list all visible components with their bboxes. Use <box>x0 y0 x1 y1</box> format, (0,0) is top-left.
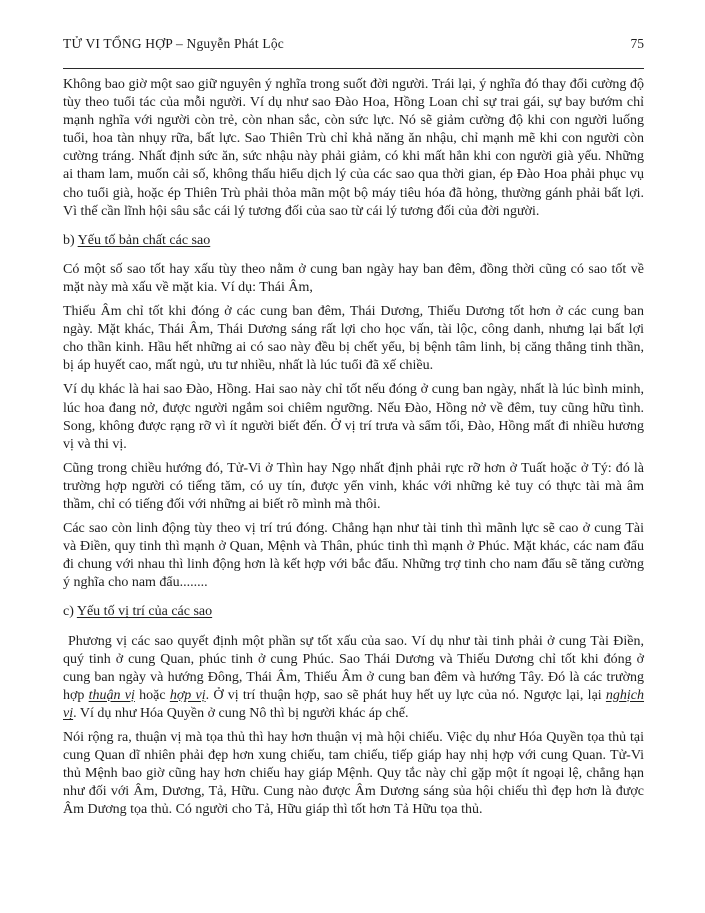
text-run: hoặc <box>134 687 170 703</box>
emphasized-term: hợp vị <box>169 687 206 703</box>
text-run: . Ở vị trí thuận hợp, sao sẽ phát huy hết uy lực của nó. Ngược lại, lại <box>205 687 606 703</box>
paragraph <box>63 261 644 297</box>
heading-prefix: c) <box>63 604 77 620</box>
text-run: . Ví dụ như Hóa Quyền ở cung Nô thì bị người khác áp chế. <box>73 705 409 721</box>
running-title: TỬ VI TỔNG HỢP – Nguyễn Phát Lộc <box>63 36 284 51</box>
text-run: Cũng trong chiều hướng đó, Tử-Vi ở Thìn hay Ngọ nhất định phải rực rỡ hơn ở Tuất hoặc ở Tý: đó là trường hợp người có tiếng tăm, có uy tín, được yển vinh, khác với những kẻ tuy có thực tài mà âm thầm, chỉ có tiếng đối với những ai biết rõ mình mà thôi. <box>63 460 644 512</box>
page-header <box>63 36 644 52</box>
heading-prefix: b) <box>63 232 78 248</box>
text-run: Không bao giờ một sao giữ nguyên ý nghĩa trong suốt đời người. Trái lại, ý nghĩa đó thay đổi cường độ tùy theo tuổi tác của mỗi người. Ví dụ như sao Đào Hoa, Hồng Loan chỉ sự trai gái, sự bay bướm chỉ mạnh nghĩa với người còn trẻ, còn nhan sắc, còn sức lực. Nó sẽ giảm cường độ khi con người luống tuổi, hoa tàn nhụy rữa, bất lực. Sao Thiên Trù chỉ khả năng ăn nhậu, chỉ mạnh mẽ khi con người còn cường tráng. Nhất định sức ăn, sức nhậu này phải giảm, có khi mất hẳn khi con người già yếu. Những ai tham lam, muốn cải số, không thấu hiểu dịch lý của các sao qua thời gian, ép Đào Hoa phải phục vụ cho tuổi già, hoặc ép Thiên Trù phải thỏa mãn một bộ máy tiêu hóa đã hỏng, thường gánh phải bất lợi. Vì thế cần lĩnh hội sâu sắc cái lý tương đối của sao từ cái lý tương đối của đời người. <box>63 77 644 219</box>
paragraph <box>63 76 644 221</box>
page-body <box>63 76 644 819</box>
text-run: Nói rộng ra, thuận vị mà tọa thủ thì hay hơn thuận vị mà hội chiếu. Việc dụ như Hóa Quyền tọa thủ tại cung Quan dĩ nhiên phải đẹp hơn xung chiếu, tam chiếu, tiếp giáp hay nhị hợp với cung Quan. Tử-Vi thủ Mệnh bao giờ cũng hay hơn chiếu hay giáp Mệnh. Quy tắc này chỉ gặp một ít ngoại lệ, chẳng hạn như đối với Âm, Dương, Tả, Hữu. Cung nào được Âm Dương sáng sủa hội chiếu thì đẹp hơn là được Âm Dương tọa thủ. Có người cho Tả, Hữu giáp thì tốt hơn Tả Hữu tọa thủ. <box>63 730 644 818</box>
paragraph <box>63 520 644 592</box>
paragraph <box>63 381 644 453</box>
header-rule <box>63 68 644 69</box>
section-heading <box>63 232 644 250</box>
paragraph <box>63 729 644 819</box>
page-number: 75 <box>630 36 644 51</box>
heading-title: Yếu tố bản chất các sao <box>77 232 211 248</box>
heading-title: Yếu tố vị trí của các sao <box>76 604 213 620</box>
paragraph <box>63 633 644 723</box>
text-run: Ví dụ khác là hai sao Đào, Hồng. Hai sao này chỉ tốt nếu đóng ở cung ban ngày, nhất là lúc bình minh, lúc hoa đang nở, được người ngắm soi chiêm ngưỡng. Nếu Đào, Hồng nở về đêm, tuy cũng hữu tình. Song, không được rạng rỡ vì ít người biết đến. Ở vị trí trưa và sẩm tối, Đào, Hồng mất đi nhiều hương vị và thi vị. <box>63 382 644 452</box>
text-run: Có một số sao tốt hay xấu tùy theo nằm ở cung ban ngày hay ban đêm, đồng thời cũng có sao tốt về mặt này mà xấu về mặt kia. Ví dụ: Thái Âm, <box>63 261 644 295</box>
paragraph <box>63 460 644 514</box>
emphasized-term: nghịch vị <box>63 687 645 721</box>
text-run: Thiếu Âm chỉ tốt khi đóng ở các cung ban đêm, Thái Dương, Thiếu Dương tốt hơn ở các cung ban ngày. Mặt khác, Thái Âm, Thái Dương sáng rất lợi cho học vấn, tài lộc, công danh, nhưng lại bất lợi cho thần kinh. Hầu hết những ai có sao này đều bị chết yểu, bị bệnh tâm linh, bị căng thẳng tinh thần, bị áp huyết cao, mất ngủ, ưu tư nhiều, nhất là lúc tuổi đã xế chiều. <box>63 304 644 374</box>
text-run: Phương vị các sao quyết định một phần sự tốt xấu của sao. Ví dụ như tài tinh phải ở cung Tài Điền, quý tinh ở cung Quan, phúc tinh ở cung Phúc. Sao Thái Dương và Thiếu Dương chỉ tốt khi đóng ở cung ban ngày và hướng Đông, Thái Âm, Thiếu Âm ở cung ban đêm và hướng Tây. Đó là các trường hợp <box>63 633 644 703</box>
text-run: Các sao còn linh động tùy theo vị trí trú đóng. Chẳng hạn như tài tinh thì mãnh lực sẽ cao ở cung Tài và Điền, quy tinh thì mạnh ở Quan, Mệnh và Thân, phúc tinh thì mạnh ở Phúc. Mặt khác, các nam đẩu đi chung với nhau thì linh động hơn là kết hợp với bắc đẩu. Những trợ tinh cho nam đẩu sẽ tăng cường ý nghĩa cho nam đẩu........ <box>63 521 644 591</box>
section-heading <box>63 603 644 621</box>
paragraph <box>63 303 644 375</box>
emphasized-term: thuận vị <box>88 687 135 703</box>
